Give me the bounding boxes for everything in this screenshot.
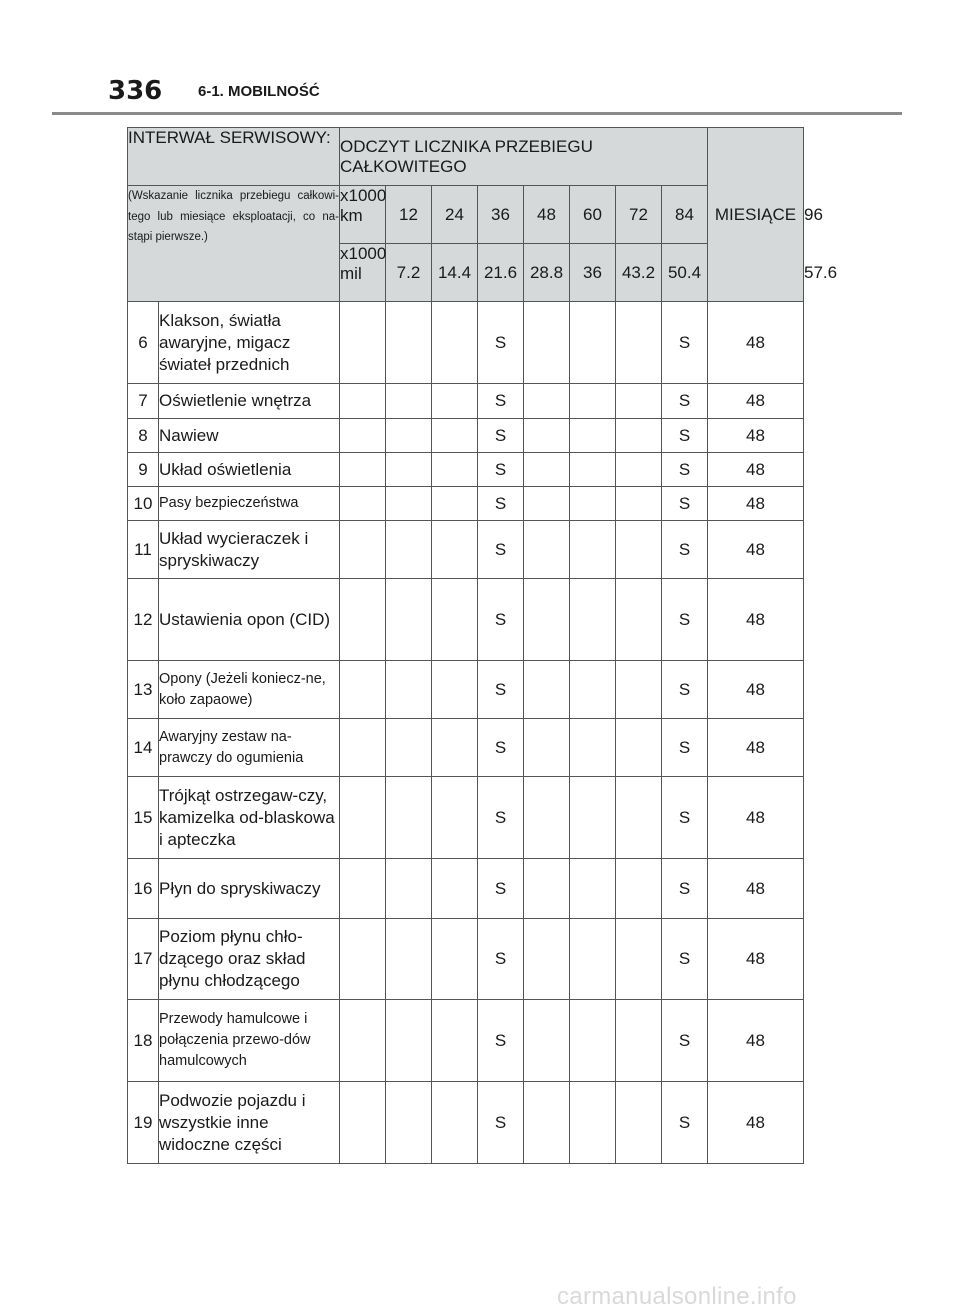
km-row: (Wskazanie licznika przebiegu całkowi-tego lub miesiące eksploatacji, co na-stąpi pierwsze.) x1000 km 12 24 36 48 60 72 84 96 <box>128 186 804 244</box>
interval-mark: S <box>662 1082 708 1164</box>
service-item: Opony (Jeżeli koniecz-ne, koło zapaowe) <box>159 661 340 719</box>
row-number: 13 <box>128 661 159 719</box>
table-row <box>128 719 804 777</box>
interval-cell <box>524 777 570 859</box>
interval-cell <box>570 487 616 521</box>
row-number: 19 <box>128 1082 159 1164</box>
service-item: Układ oświetlenia <box>159 453 340 487</box>
table-row <box>128 777 804 859</box>
km-value: 24 <box>432 186 478 244</box>
table-row <box>128 302 804 384</box>
service-item: Przewody hamulcowe i połączenia przewo-dów hamulcowych <box>159 1000 340 1082</box>
months-value: 48 <box>708 777 804 859</box>
table-row <box>128 419 804 453</box>
interval-cell <box>616 859 662 919</box>
interval-cell <box>386 419 432 453</box>
interval-cell <box>524 719 570 777</box>
interval-cell <box>570 661 616 719</box>
interval-mark: S <box>662 579 708 661</box>
section-title: 6-1. MOBILNOŚĆ <box>198 83 320 100</box>
interval-mark: S <box>478 419 524 453</box>
months-value: 48 <box>708 579 804 661</box>
interval-cell <box>570 1000 616 1082</box>
interval-cell <box>432 521 478 579</box>
header-rule <box>52 112 902 115</box>
table-row <box>128 521 804 579</box>
interval-cell <box>524 521 570 579</box>
interval-cell <box>386 777 432 859</box>
interval-cell <box>432 1082 478 1164</box>
months-value: 48 <box>708 419 804 453</box>
km-value: 12 <box>386 186 432 244</box>
interval-label: INTERWAŁ SERWISOWY: <box>128 128 340 186</box>
interval-cell <box>524 487 570 521</box>
interval-cell <box>616 521 662 579</box>
interval-cell <box>432 719 478 777</box>
interval-cell <box>340 919 386 1000</box>
interval-cell <box>340 777 386 859</box>
interval-cell <box>616 777 662 859</box>
months-value: 48 <box>708 719 804 777</box>
interval-cell <box>524 579 570 661</box>
interval-cell <box>524 384 570 419</box>
mil-value: 50.4 <box>662 244 708 302</box>
service-item: Klakson, światła awaryjne, migacz świateł przednich <box>159 302 340 384</box>
interval-cell <box>616 719 662 777</box>
row-number: 10 <box>128 487 159 521</box>
interval-cell <box>386 579 432 661</box>
interval-cell <box>432 579 478 661</box>
interval-cell <box>386 384 432 419</box>
interval-cell <box>340 719 386 777</box>
interval-cell <box>340 579 386 661</box>
mil-row: x1000 mil 7.2 14.4 21.6 28.8 36 43.2 50.4 57.6 <box>128 244 804 302</box>
interval-cell <box>340 1082 386 1164</box>
interval-mark: S <box>662 521 708 579</box>
interval-cell <box>570 384 616 419</box>
interval-mark: S <box>662 859 708 919</box>
mil-value: 43.2 <box>616 244 662 302</box>
interval-cell <box>432 919 478 1000</box>
row-number: 15 <box>128 777 159 859</box>
months-value: 48 <box>708 1000 804 1082</box>
mil-value: 28.8 <box>524 244 570 302</box>
months-value: 48 <box>708 919 804 1000</box>
row-number: 9 <box>128 453 159 487</box>
km-value: 84 <box>662 186 708 244</box>
months-value: 48 <box>708 661 804 719</box>
table-row <box>128 1000 804 1082</box>
mil-value: 36 <box>570 244 616 302</box>
interval-mark: S <box>662 777 708 859</box>
header-row-1 <box>128 128 804 186</box>
interval-cell <box>432 859 478 919</box>
interval-cell <box>524 302 570 384</box>
page-number: 336 <box>108 76 163 106</box>
row-number: 18 <box>128 1000 159 1082</box>
interval-mark: S <box>662 719 708 777</box>
interval-mark: S <box>478 521 524 579</box>
interval-cell <box>340 859 386 919</box>
mil-value: 7.2 <box>386 244 432 302</box>
table-row <box>128 919 804 1000</box>
interval-cell <box>570 521 616 579</box>
interval-mark: S <box>478 661 524 719</box>
months-value: 48 <box>708 453 804 487</box>
km-value: 72 <box>616 186 662 244</box>
interval-cell <box>432 302 478 384</box>
interval-mark: S <box>478 384 524 419</box>
interval-cell <box>570 1082 616 1164</box>
km-value: 60 <box>570 186 616 244</box>
service-schedule-table <box>127 127 838 1164</box>
interval-cell <box>432 384 478 419</box>
interval-cell <box>386 453 432 487</box>
interval-cell <box>386 1082 432 1164</box>
table-row <box>128 487 804 521</box>
service-item: Układ wycieraczek i spryskiwaczy <box>159 521 340 579</box>
interval-cell <box>616 1082 662 1164</box>
interval-cell <box>386 661 432 719</box>
service-item: Oświetlenie wnętrza <box>159 384 340 419</box>
row-number: 7 <box>128 384 159 419</box>
interval-cell <box>616 579 662 661</box>
interval-cell <box>524 1082 570 1164</box>
interval-cell <box>570 919 616 1000</box>
interval-cell <box>524 661 570 719</box>
interval-cell <box>340 521 386 579</box>
table-row <box>128 384 804 419</box>
km-value: 36 <box>478 186 524 244</box>
interval-cell <box>616 487 662 521</box>
interval-cell <box>524 419 570 453</box>
interval-cell <box>524 859 570 919</box>
months-label: MIESIĄCE <box>708 128 804 302</box>
interval-mark: S <box>662 419 708 453</box>
interval-cell <box>432 1000 478 1082</box>
interval-cell <box>570 419 616 453</box>
months-value: 48 <box>708 859 804 919</box>
row-number: 8 <box>128 419 159 453</box>
table-row <box>128 859 804 919</box>
interval-cell <box>432 419 478 453</box>
mil-value: 14.4 <box>432 244 478 302</box>
interval-cell <box>570 579 616 661</box>
row-number: 12 <box>128 579 159 661</box>
interval-cell <box>570 859 616 919</box>
interval-cell <box>570 719 616 777</box>
page-header <box>108 76 903 112</box>
interval-cell <box>616 302 662 384</box>
km-value: 48 <box>524 186 570 244</box>
table-row <box>128 1082 804 1164</box>
interval-cell <box>616 453 662 487</box>
interval-note: (Wskazanie licznika przebiegu całkowi-tego lub miesiące eksploatacji, co na-stąpi pierwsze.) <box>128 186 340 302</box>
interval-cell <box>386 487 432 521</box>
watermark: carmanualsonline.info <box>557 1283 797 1310</box>
interval-mark: S <box>478 859 524 919</box>
interval-cell <box>524 453 570 487</box>
row-number: 11 <box>128 521 159 579</box>
interval-mark: S <box>662 384 708 419</box>
service-item: Pasy bezpieczeństwa <box>159 487 340 521</box>
months-value: 48 <box>708 384 804 419</box>
interval-cell <box>340 661 386 719</box>
interval-cell <box>570 453 616 487</box>
interval-mark: S <box>478 579 524 661</box>
row-number: 6 <box>128 302 159 384</box>
interval-cell <box>386 521 432 579</box>
interval-cell <box>432 487 478 521</box>
interval-cell <box>616 419 662 453</box>
service-item: Nawiew <box>159 419 340 453</box>
table-row <box>128 579 804 661</box>
interval-mark: S <box>478 453 524 487</box>
interval-cell <box>340 487 386 521</box>
service-item: Płyn do spryskiwaczy <box>159 859 340 919</box>
interval-mark: S <box>662 302 708 384</box>
interval-mark: S <box>478 719 524 777</box>
interval-cell <box>386 719 432 777</box>
interval-cell <box>432 661 478 719</box>
interval-cell <box>386 859 432 919</box>
interval-mark: S <box>662 661 708 719</box>
service-item: Ustawienia opon (CID) <box>159 579 340 661</box>
interval-mark: S <box>478 919 524 1000</box>
interval-cell <box>616 661 662 719</box>
mil-value: 21.6 <box>478 244 524 302</box>
interval-cell <box>386 919 432 1000</box>
interval-cell <box>616 384 662 419</box>
interval-mark: S <box>478 487 524 521</box>
months-value: 48 <box>708 521 804 579</box>
interval-cell <box>340 419 386 453</box>
interval-mark: S <box>662 487 708 521</box>
interval-mark: S <box>662 1000 708 1082</box>
km-unit: x1000 km <box>340 186 386 244</box>
interval-cell <box>432 453 478 487</box>
interval-cell <box>432 777 478 859</box>
table-row <box>128 453 804 487</box>
interval-cell <box>340 453 386 487</box>
interval-mark: S <box>478 1082 524 1164</box>
interval-cell <box>386 302 432 384</box>
interval-mark: S <box>662 919 708 1000</box>
row-number: 16 <box>128 859 159 919</box>
interval-mark: S <box>478 777 524 859</box>
interval-cell <box>340 302 386 384</box>
interval-mark: S <box>662 453 708 487</box>
service-item: Trójkąt ostrzegaw-czy, kamizelka od-blaskowa i apteczka <box>159 777 340 859</box>
interval-cell <box>340 1000 386 1082</box>
service-item: Awaryjny zestaw na-prawczy do ogumienia <box>159 719 340 777</box>
mil-unit: x1000 mil <box>340 244 386 302</box>
interval-cell <box>340 384 386 419</box>
interval-cell <box>524 919 570 1000</box>
table-row <box>128 661 804 719</box>
row-number: 14 <box>128 719 159 777</box>
service-item: Poziom płynu chło-dzącego oraz skład płynu chłodzącego <box>159 919 340 1000</box>
interval-cell <box>570 777 616 859</box>
interval-cell <box>386 1000 432 1082</box>
interval-cell <box>570 302 616 384</box>
interval-cell <box>524 1000 570 1082</box>
interval-mark: S <box>478 302 524 384</box>
service-item: Podwozie pojazdu i wszystkie inne widoczne części <box>159 1082 340 1164</box>
months-value: 48 <box>708 487 804 521</box>
interval-cell <box>616 1000 662 1082</box>
odometer-label: ODCZYT LICZNIKA PRZEBIEGU CAŁKOWITEGO <box>340 128 708 186</box>
interval-cell <box>616 919 662 1000</box>
row-number: 17 <box>128 919 159 1000</box>
months-value: 48 <box>708 302 804 384</box>
interval-mark: S <box>478 1000 524 1082</box>
months-value: 48 <box>708 1082 804 1164</box>
